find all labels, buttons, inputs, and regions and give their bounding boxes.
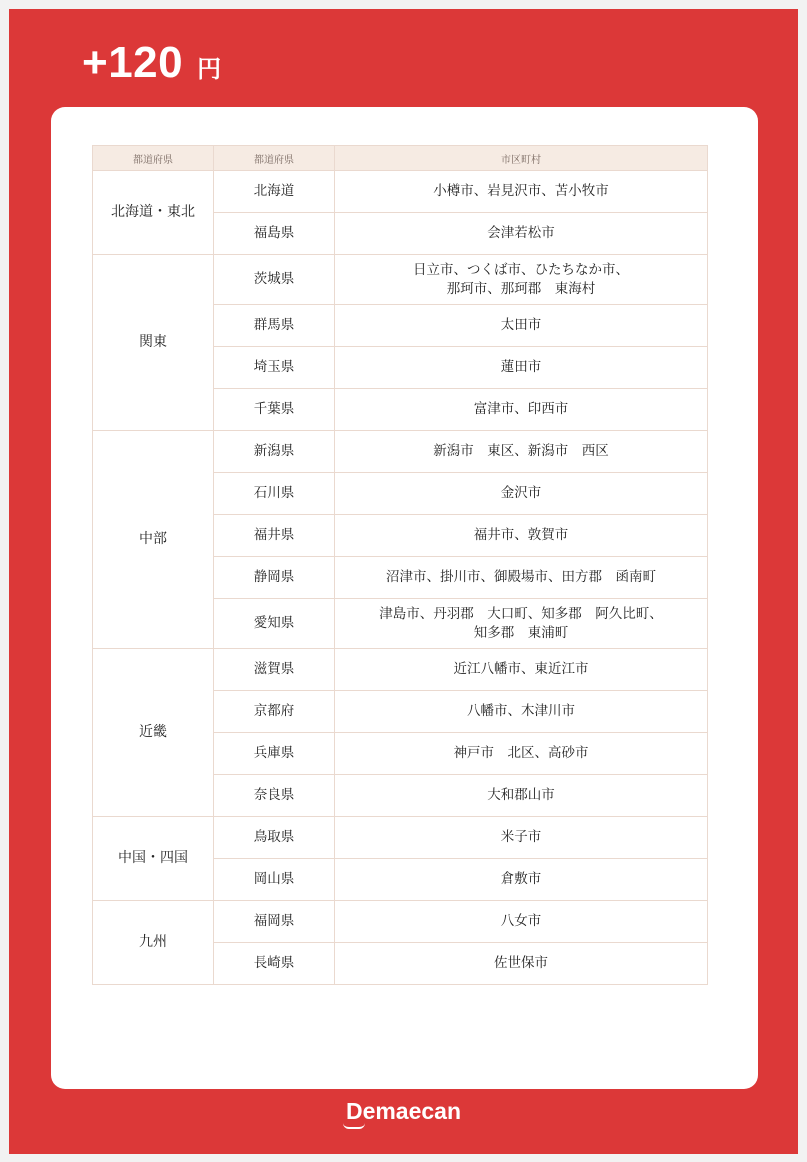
cities-text: 会津若松市: [487, 225, 555, 241]
cities-cell: [335, 171, 708, 213]
table-row: [93, 649, 708, 691]
price-label: [82, 38, 221, 88]
cities-cell: [335, 515, 708, 557]
table-row: [93, 431, 708, 473]
logo-text: Demaecan: [345, 1098, 462, 1124]
area-table: [92, 145, 708, 985]
cities-cell: [335, 943, 708, 985]
cities-cell: [335, 733, 708, 775]
region-cell: 近畿: [93, 649, 214, 817]
header-region: 都道府県: [93, 146, 214, 171]
cities-cell: [335, 213, 708, 255]
cities-cell: [335, 473, 708, 515]
cities-cell: [335, 649, 708, 691]
cities-cell: [335, 599, 708, 649]
prefecture-cell: 鳥取県: [214, 817, 335, 859]
price-amount: +120: [82, 38, 184, 87]
prefecture-cell: 福島県: [214, 213, 335, 255]
table-row: [93, 255, 708, 305]
prefecture-cell: 愛知県: [214, 599, 335, 649]
prefecture-cell: 福井県: [214, 515, 335, 557]
cities-text: 福井市、敦賀市: [473, 527, 569, 543]
prefecture-cell: 群馬県: [214, 305, 335, 347]
cities-text: 米子市: [500, 829, 542, 845]
cities-cell: [335, 817, 708, 859]
cities-text: 大和郡山市: [487, 787, 555, 803]
table-header-row: [93, 146, 708, 171]
prefecture-cell: 石川県: [214, 473, 335, 515]
cities-text: 富津市、印西市: [473, 401, 569, 417]
prefecture-cell: 静岡県: [214, 557, 335, 599]
cities-text: 近江八幡市、東近江市: [453, 661, 589, 677]
prefecture-cell: 長崎県: [214, 943, 335, 985]
cities-text: 那珂市、那珂郡 東海村: [446, 280, 596, 297]
table-row: [93, 817, 708, 859]
cities-cell: [335, 431, 708, 473]
cities-cell: [335, 255, 708, 305]
prefecture-cell: 千葉県: [214, 389, 335, 431]
region-cell: 中部: [93, 431, 214, 649]
prefecture-cell: 新潟県: [214, 431, 335, 473]
header-cities: 市区町村: [335, 146, 708, 171]
cities-text: 八女市: [500, 913, 542, 929]
cities-text: 神戸市 北区、高砂市: [453, 745, 589, 761]
cities-text: 倉敷市: [500, 871, 542, 887]
cities-text: 金沢市: [500, 485, 542, 501]
content-card: [51, 107, 758, 1089]
prefecture-cell: 奈良県: [214, 775, 335, 817]
table-row: [93, 171, 708, 213]
price-unit: 円: [197, 55, 222, 83]
region-cell: 関東: [93, 255, 214, 431]
region-cell: 中国・四国: [93, 817, 214, 901]
cities-cell: [335, 859, 708, 901]
table-body: [93, 171, 708, 985]
cities-cell: [335, 775, 708, 817]
prefecture-cell: 北海道: [214, 171, 335, 213]
prefecture-cell: 埼玉県: [214, 347, 335, 389]
region-cell: 九州: [93, 901, 214, 985]
cities-text: 知多郡 東浦町: [473, 624, 569, 641]
prefecture-cell: 茨城県: [214, 255, 335, 305]
table-row: [93, 901, 708, 943]
cities-cell: [335, 347, 708, 389]
cities-cell: [335, 305, 708, 347]
logo-smile-mark: [343, 1123, 365, 1129]
demaecan-logo: [0, 1098, 807, 1129]
region-cell: 北海道・東北: [93, 171, 214, 255]
cities-cell: [335, 691, 708, 733]
cities-text: 小樽市、岩見沢市、苫小牧市: [433, 183, 609, 199]
cities-text: 津島市、丹羽郡 大口町、知多郡 阿久比町、: [379, 605, 663, 622]
header-prefecture: 都道府県: [214, 146, 335, 171]
prefecture-cell: 福岡県: [214, 901, 335, 943]
prefecture-cell: 岡山県: [214, 859, 335, 901]
prefecture-cell: 滋賀県: [214, 649, 335, 691]
cities-text: 太田市: [500, 317, 542, 333]
cities-cell: [335, 557, 708, 599]
prefecture-cell: 京都府: [214, 691, 335, 733]
cities-text: 新潟市 東区、新潟市 西区: [433, 443, 609, 459]
cities-cell: [335, 389, 708, 431]
cities-text: 佐世保市: [494, 955, 548, 971]
cities-text: 沼津市、掛川市、御殿場市、田方郡 函南町: [386, 569, 656, 585]
cities-text: 日立市、つくば市、ひたちなか市、: [413, 261, 629, 278]
prefecture-cell: 兵庫県: [214, 733, 335, 775]
cities-text: 蓮田市: [500, 359, 542, 375]
cities-text: 八幡市、木津川市: [467, 703, 575, 719]
cities-cell: [335, 901, 708, 943]
